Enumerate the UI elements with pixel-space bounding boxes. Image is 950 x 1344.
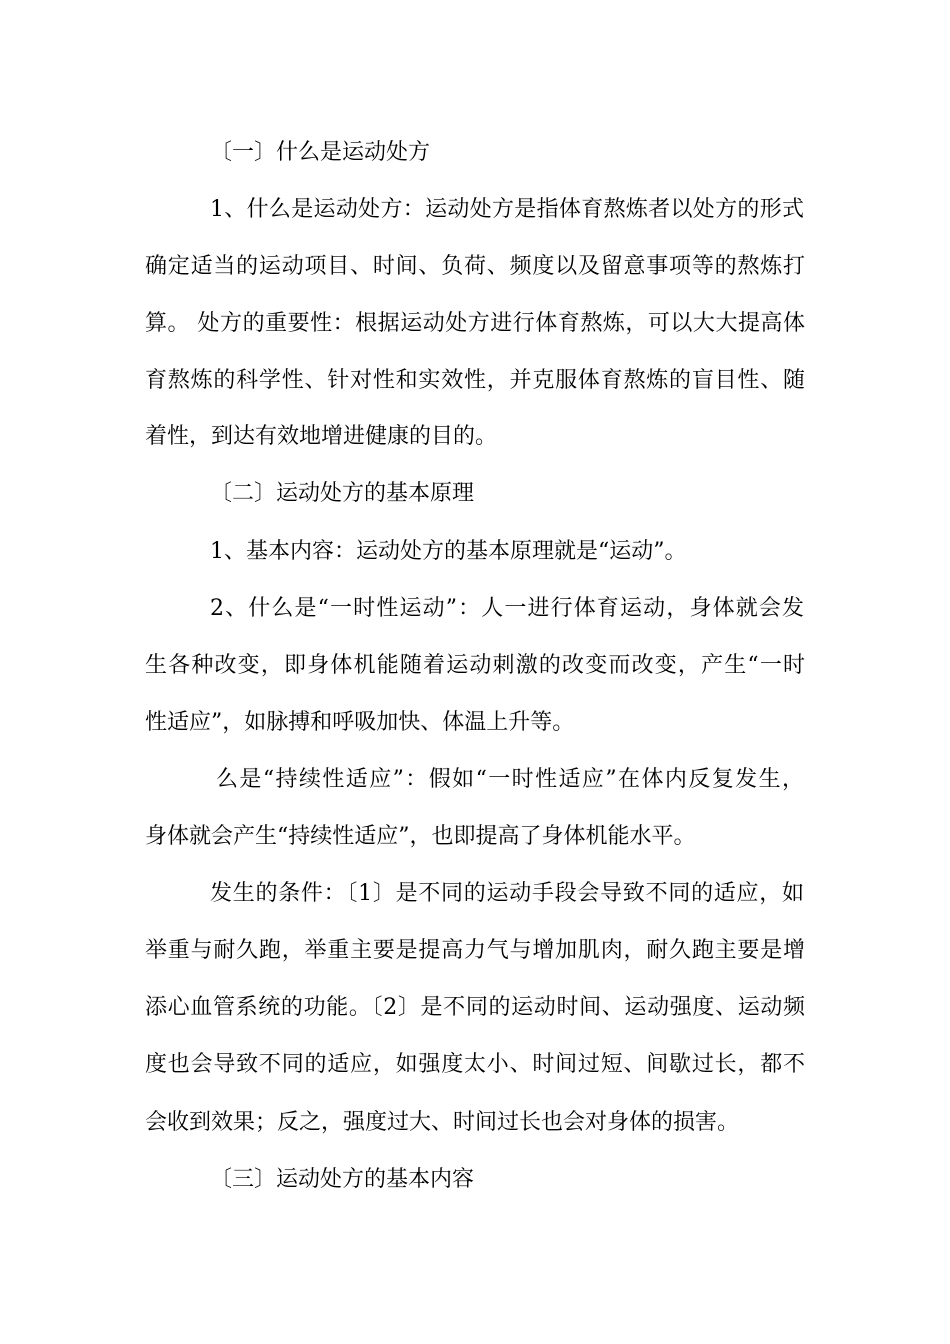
paragraph-line: 举重与耐久跑，举重主要是提高力气与增加肌肉，耐久跑主要是增 xyxy=(145,938,805,963)
section-heading-2: 〔二〕运动处方的基本原理 xyxy=(210,481,475,506)
section-heading-1: 〔一〕什么是运动处方 xyxy=(210,140,431,165)
paragraph-line: 确定适当的运动项目、时间、负荷、频度以及留意事项等的熬炼打 xyxy=(145,254,805,279)
paragraph-line: 度也会导致不同的适应，如强度太小、时间过短、间歇过长，都不 xyxy=(145,1052,805,1077)
paragraph-line: 育熬炼的科学性、针对性和实效性，并克服体育熬炼的盲目性、随 xyxy=(145,368,805,393)
paragraph-line: 添心血管系统的功能。〔2〕是不同的运动时间、运动强度、运动频 xyxy=(145,995,805,1020)
paragraph-line: 发生的条件：〔1〕是不同的运动手段会导致不同的适应，如 xyxy=(210,881,804,906)
paragraph-line: 性适应”，如脉搏和呼吸加快、体温上升等。 xyxy=(145,710,575,735)
section-heading-3: 〔三〕运动处方的基本内容 xyxy=(210,1167,475,1192)
paragraph-line: 么是“持续性适应”：假如“一时性适应”在体内反复发生， xyxy=(216,767,804,792)
paragraph-line: 着性，到达有效地增进健康的目的。 xyxy=(145,424,498,449)
paragraph-line: 2、什么是“一时性运动”：人一进行体育运动，身体就会发 xyxy=(210,596,804,621)
paragraph-line: 算。 处方的重要性：根据运动处方进行体育熬炼，可以大大提高体 xyxy=(145,311,805,336)
paragraph-line: 身体就会产生“持续性适应”，也即提高了身体机能水平。 xyxy=(145,824,696,849)
paragraph-line: 生各种改变，即身体机能随着运动刺激的改变而改变，产生“一时 xyxy=(145,653,805,678)
paragraph-line: 1、基本内容：运动处方的基本原理就是“运动”。 xyxy=(210,539,687,564)
paragraph-line: 会收到效果；反之，强度过大、时间过长也会对身体的损害。 xyxy=(145,1110,740,1135)
paragraph-line: 1、什么是运动处方：运动处方是指体育熬炼者以处方的形式 xyxy=(210,197,804,222)
